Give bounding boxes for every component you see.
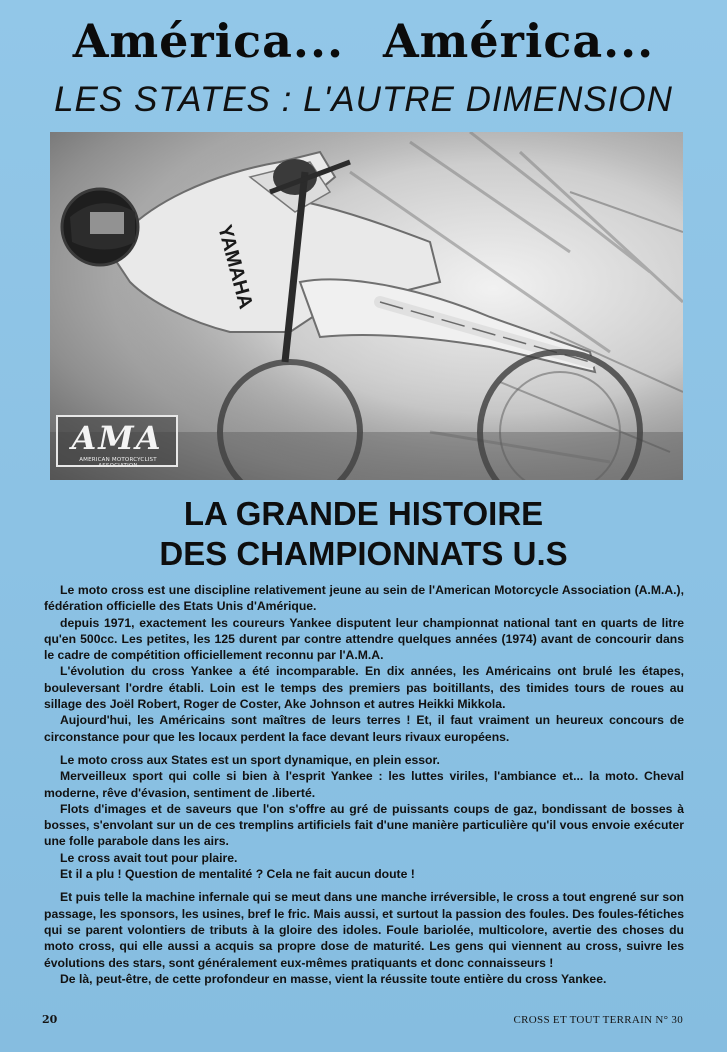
ama-logo-letters: AMA	[71, 419, 163, 457]
paragraph: depuis 1971, exactement les coureurs Yankee disputent leur championnat national tant en quarts de litre qu'en 500cc. Les petites, les 125 durent par contre attendre quelques années (1974) avant de concourir dans le cadre de compétition officiellement reconnu par l'A.M.A.	[44, 615, 684, 663]
headline-line-2: DES CHAMPIONNATS U.S	[159, 535, 568, 572]
page-title: América... América...	[72, 14, 655, 68]
article-headline	[0, 494, 727, 574]
paragraph: De là, peut-être, de cette profondeur en masse, vient la réussite toute entière du cross Yankee.	[60, 971, 607, 986]
paragraph: L'évolution du cross Yankee a été incomparable. En dix années, les Américains ont brulé les étapes, bouleversant l'ordre établi. Loin est le temps des premiers pas boitillants, des timides tours de roues au sillage des Joël Robert, Roger de Coster, Ake Johnson et autres Heikki Mikkola.	[44, 664, 684, 712]
article-body	[44, 582, 684, 987]
paragraph: Le moto cross est une discipline relativement jeune au sein de l'American Motorcycle Association (A.M.A.), fédération officielle des Etats Unis d'Amérique.	[44, 583, 684, 614]
paragraph: Le moto cross aux States est un sport dynamique, en plein essor.	[60, 752, 440, 767]
paragraph: Et puis telle la machine infernale qui se meut dans une manche irréversible, le cross a tout engrené sur son passage, les sponsors, les usines, bref le fric. Mais aussi, et surtout la passion des foules. Des foules-fétiches qui se parent volontiers de tributs à la gloire des idoles. Foule bariolée, multicolore, avertie des choses du moto cross, qui elle aussi a acquis sa propre dose de maturité. Les gens qui viennent au cross, suivre les évolutions des stars, sont généralement eux-mêmes pratiquants et donc connaisseurs !	[44, 890, 684, 970]
magazine-name: CROSS ET TOUT TERRAIN N° 30	[513, 1014, 683, 1026]
paragraph: Flots d'images et de saveurs que l'on s'offre au gré de puissants coups de gaz, bondissant de bosses à bosses, s'envolant sur un de ces tremplins artificiels fait d'une manière particulière qu'il vous envoie exécuter une folle parabole dans les airs.	[44, 801, 684, 849]
jersey-text: YAMAHA	[213, 222, 257, 312]
paragraph: Merveilleux sport qui colle si bien à l'esprit Yankee : les luttes viriles, l'ambiance et... la moto. Cheval moderne, rêve d'évasion, sentiment de .liberté.	[44, 769, 684, 800]
paragraph: Et il a plu ! Question de mentalité ? Cela ne fait aucun doute !	[60, 867, 415, 882]
ama-logo	[56, 415, 178, 467]
paragraph: Le cross avait tout pour plaire.	[60, 850, 238, 865]
ama-logo-caption: AMERICAN MOTORCYCLIST ASSOCIATION	[79, 457, 157, 469]
headline-line-1: LA GRANDE HISTOIRE	[183, 495, 544, 532]
page-number: 20	[42, 1013, 58, 1026]
paragraph: Aujourd'hui, les Américains sont maîtres de leurs terres ! Et, il faut vraiment un heureux concours de circonstance pour que les locaux perdent la face devant leurs rivaux européens.	[44, 713, 684, 744]
page-subtitle: LES STATES : L'AUTRE DIMENSION	[54, 80, 673, 119]
